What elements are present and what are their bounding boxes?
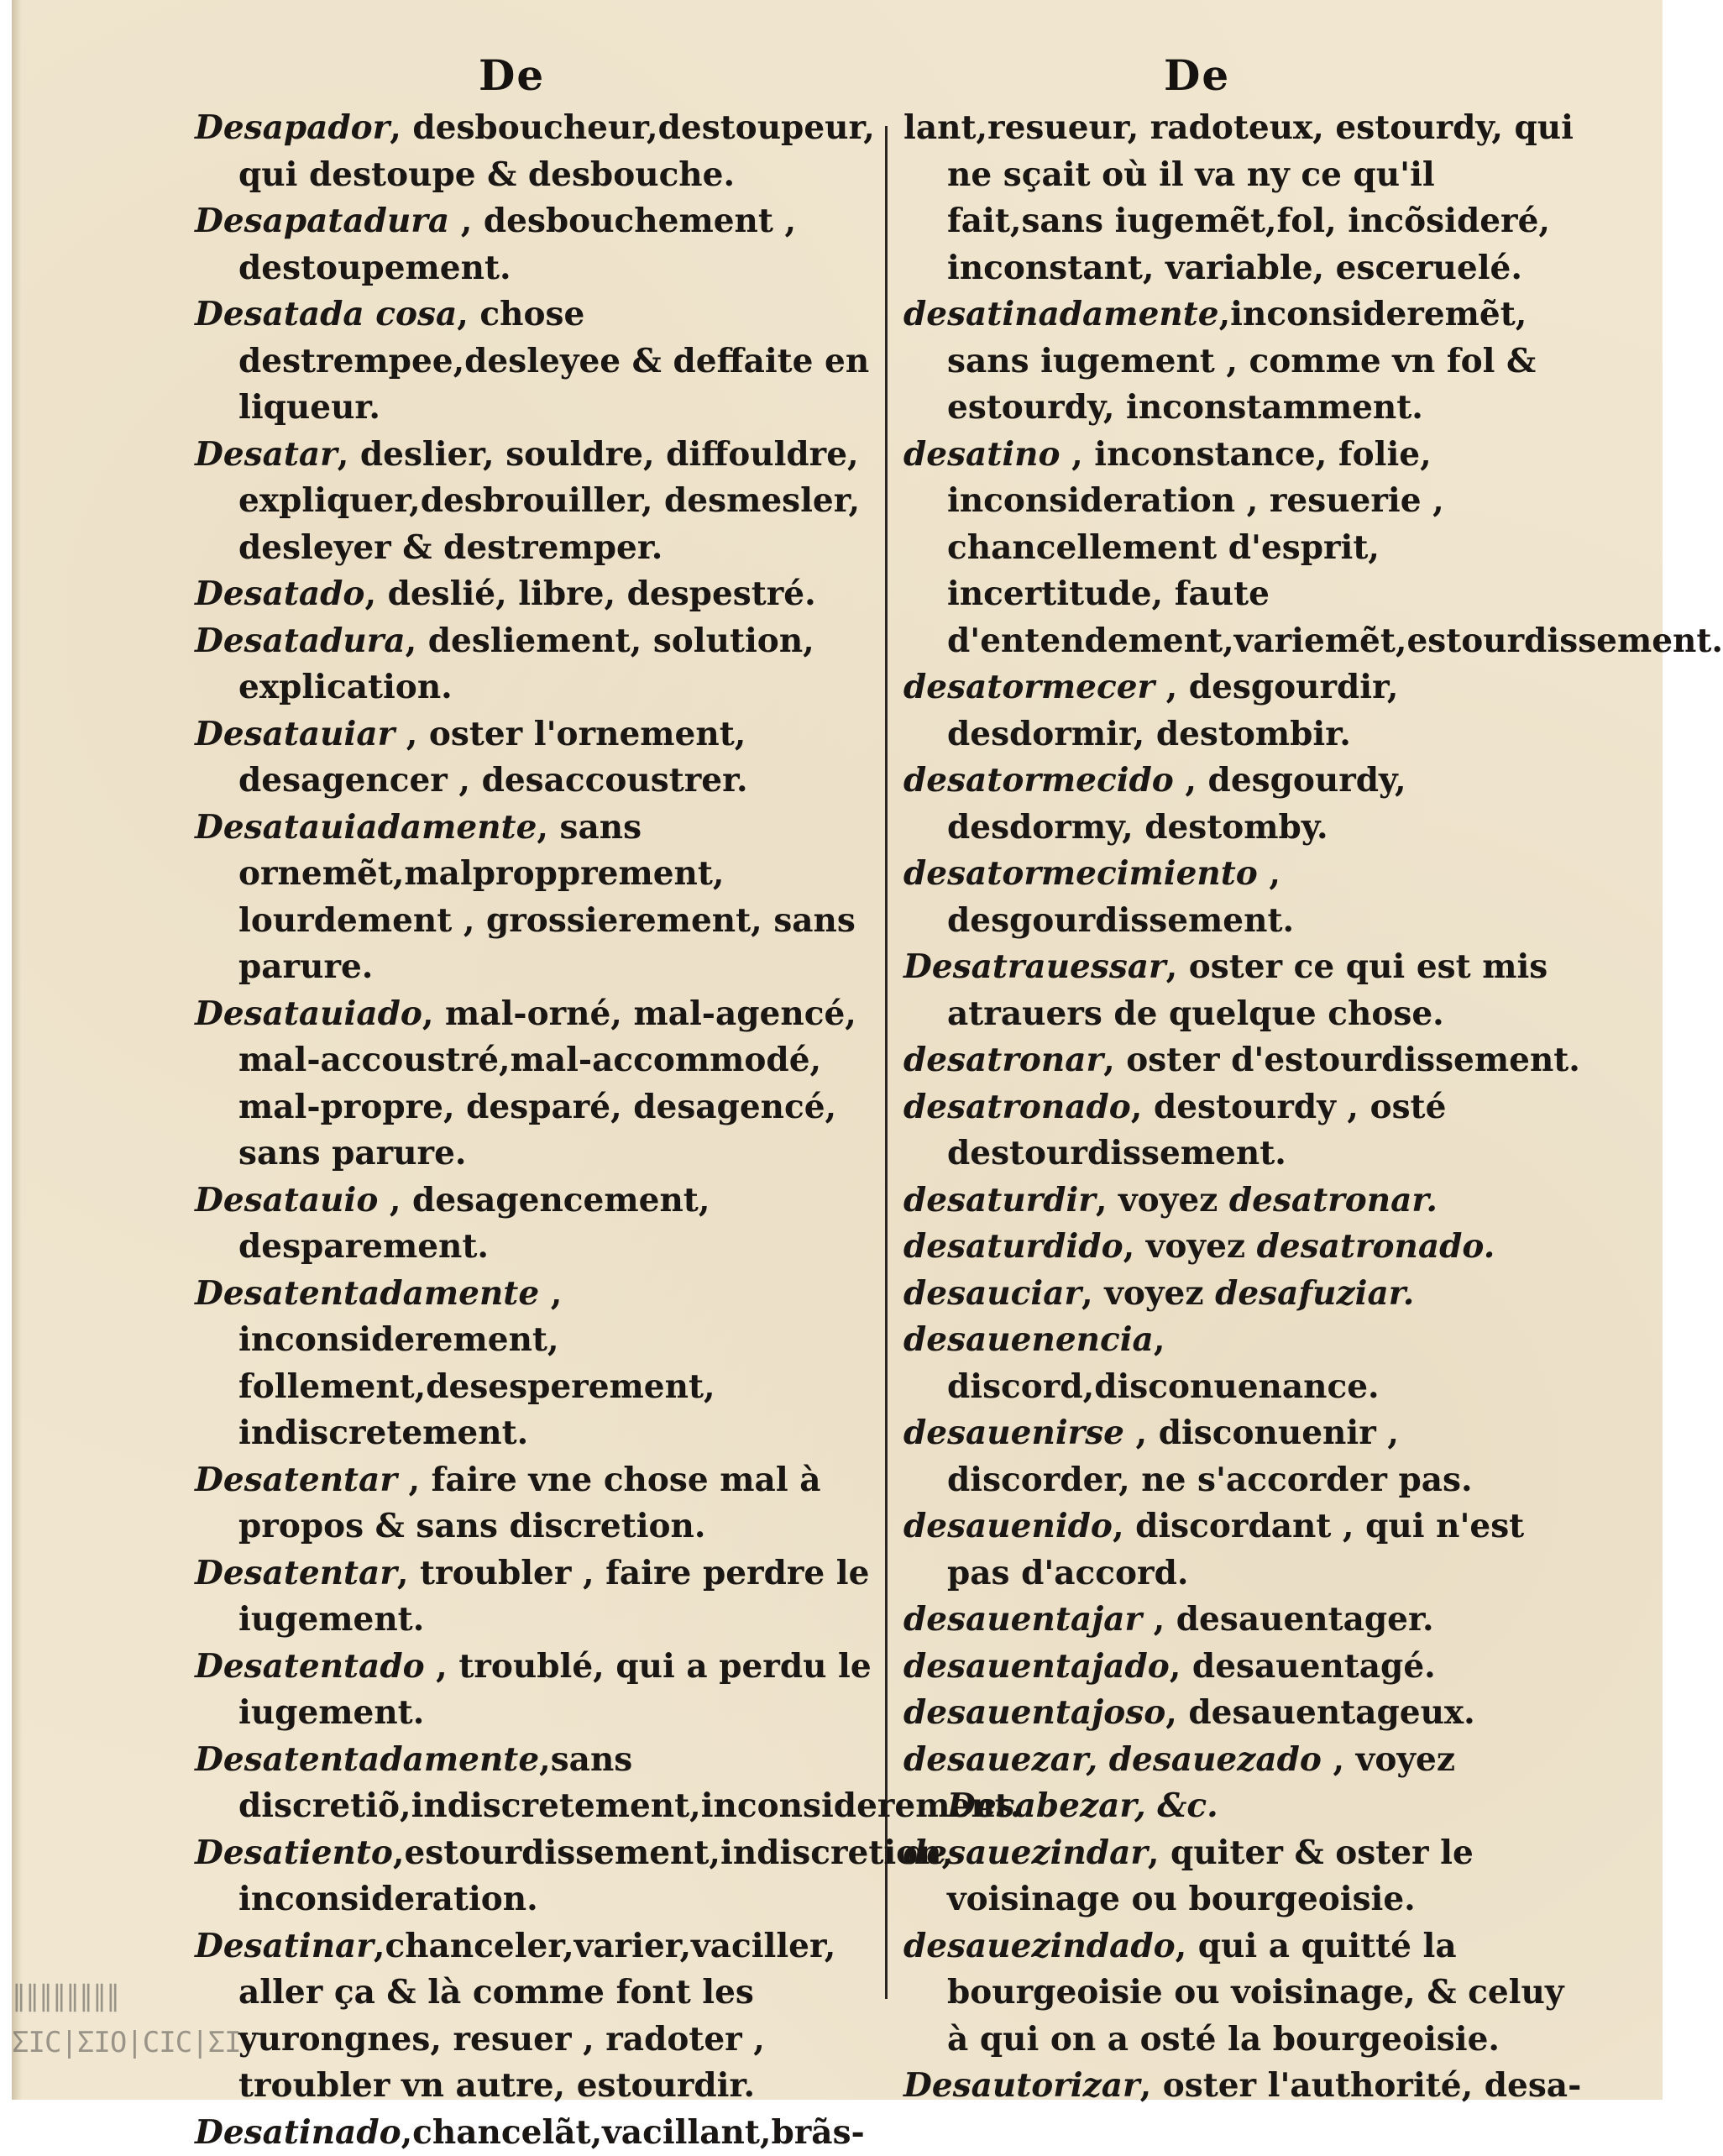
- entry-definition: , oster ce qui est mis atrauers de quelque chose.: [947, 947, 1548, 1033]
- entry-definition: , discord,disconuenance.: [947, 1320, 1380, 1406]
- entry-definition: , deslié, libre, despestré.: [364, 574, 815, 613]
- entry-definition: , quiter & oster le voisinage ou bourgeoisie.: [947, 1833, 1474, 1919]
- entry-cross-reference: desatronar.: [1229, 1181, 1438, 1220]
- entry-headword: Desatauiado: [195, 994, 422, 1033]
- dictionary-entry: [195, 1737, 880, 1830]
- dictionary-entry: [903, 1923, 1592, 2064]
- page-gutter: [12, 0, 22, 2100]
- entry-headword: Desatada cosa: [195, 295, 457, 333]
- entry-definition: , inconstance, folie, inconsideration , resuerie , chancellement d'esprit, incertitude, faute d'entendement,variemẽt,estourdissement.: [947, 435, 1723, 660]
- entry-headword: Desapador: [195, 108, 390, 147]
- entry-headword: Desautorizar: [903, 2066, 1140, 2105]
- dictionary-entry: [903, 1644, 1592, 1691]
- entry-headword: Desatinar: [195, 1927, 374, 1965]
- dictionary-entry: [195, 2110, 880, 2156]
- dictionary-entry: [195, 105, 880, 198]
- entry-headword: Desatauiar: [195, 715, 395, 753]
- entry-definition: , desliement, solution, explication.: [238, 622, 814, 707]
- entry-cross-reference: desafuziar.: [1215, 1274, 1414, 1313]
- running-head-left: De: [479, 50, 545, 100]
- entry-headword: desatino: [903, 435, 1061, 474]
- entry-headword: desatronado: [903, 1088, 1131, 1126]
- entry-headword: Desatentar: [195, 1461, 397, 1499]
- dictionary-entry: [195, 1271, 880, 1457]
- entry-definition: ,estourdissement,indiscretion, inconsideration.: [238, 1833, 953, 1919]
- entry-headword: Desatentado: [195, 1647, 425, 1686]
- entry-cross-reference: Desabezar, &c.: [947, 1786, 1218, 1825]
- entry-definition: ,sans discretiõ,indiscretement,inconsiderement.: [238, 1740, 1021, 1826]
- entry-definition: , voyez: [1096, 1181, 1229, 1220]
- entry-headword: Desapatadura: [195, 202, 449, 240]
- dictionary-entry: [903, 432, 1592, 665]
- entry-definition: ,inconsideremẽt, sans iugement , comme vn fol & estourdy, inconstamment.: [947, 295, 1536, 427]
- entry-headword: desauezindar: [903, 1833, 1148, 1872]
- entry-definition: , oster l'authorité, desa-: [1140, 2066, 1582, 2105]
- dictionary-entry: [195, 1830, 880, 1923]
- entry-definition: , voyez: [1123, 1227, 1257, 1266]
- dictionary-entry: [903, 1410, 1592, 1503]
- entry-headword: desaturdido: [903, 1227, 1123, 1266]
- entry-headword: Desatentar: [195, 1554, 397, 1592]
- left-column: [195, 105, 880, 2156]
- right-column: [903, 105, 1592, 2110]
- dictionary-entry: [195, 291, 880, 432]
- dictionary-entry: [903, 1317, 1592, 1410]
- entry-definition: , desauentager.: [1142, 1600, 1433, 1639]
- entry-headword: Desatentadamente: [195, 1274, 539, 1313]
- entry-definition: , desgourdissement.: [947, 854, 1294, 940]
- dictionary-entry: [195, 432, 880, 572]
- entry-headword: Desatauiadamente: [195, 808, 537, 847]
- dictionary-entry: [195, 711, 880, 805]
- dictionary-entry: [195, 1644, 880, 1737]
- entry-definition: lant,resueur, radoteux, estourdy, qui ne sçait où il va ny ce qu'il fait,sans iugemẽt,fol, incõsideré, inconstant, variable, esceruelé.: [903, 108, 1574, 287]
- entry-definition: , oster l'ornement, desagencer , desaccoustrer.: [238, 715, 748, 800]
- entry-headword: desatinadamente: [903, 295, 1219, 333]
- entry-headword: desauenido: [903, 1507, 1113, 1545]
- dictionary-entry: [903, 1271, 1592, 1318]
- entry-headword: Desatar: [195, 435, 338, 474]
- entry-definition: , desauentageux.: [1165, 1693, 1475, 1732]
- dictionary-entry: [195, 618, 880, 711]
- entry-headword: Desatinado: [195, 2113, 401, 2152]
- entry-headword: desauentajado: [903, 1647, 1170, 1686]
- entry-definition: , deslier, souldre, diffouldre, expliquer,desbrouiller, desmesler, desleyer & destremper.: [238, 435, 860, 567]
- dictionary-entry: [903, 1690, 1592, 1737]
- entry-definition: , troubler , faire perdre le iugement.: [238, 1554, 869, 1639]
- entry-headword: desauentajoso: [903, 1693, 1165, 1732]
- dictionary-entry: [903, 1597, 1592, 1644]
- entry-headword: Desatentadamente: [195, 1740, 539, 1779]
- dictionary-entry: [903, 291, 1592, 432]
- entry-definition: , desagencement, desparement.: [238, 1181, 710, 1267]
- entry-definition: , voyez: [1081, 1274, 1215, 1313]
- dictionary-entry: [903, 1037, 1592, 1084]
- entry-headword: desauenirse: [903, 1414, 1124, 1452]
- dictionary-entry: [195, 571, 880, 618]
- entry-headword: desauciar: [903, 1274, 1081, 1313]
- entry-headword: desauezindado: [903, 1927, 1176, 1965]
- entry-headword: desauenencia: [903, 1320, 1154, 1359]
- dictionary-entry: [903, 851, 1592, 944]
- dictionary-entry: [903, 1178, 1592, 1225]
- entry-headword: Desatadura: [195, 622, 406, 660]
- entry-definition: , sans ornemẽt,malpropprement, lourdement , grossierement, sans parure.: [238, 808, 856, 987]
- entry-definition: , disconuenir , discorder, ne s'accorder pas.: [947, 1414, 1473, 1499]
- dictionary-entry: [903, 664, 1592, 758]
- entry-definition: , desbouchement , destoupement.: [238, 202, 796, 287]
- entry-definition: , oster d'estourdissement.: [1103, 1041, 1580, 1079]
- entry-cross-reference: desatronado.: [1257, 1227, 1495, 1266]
- entry-definition: ,chancelãt,vacillant,brãs-: [401, 2113, 865, 2152]
- entry-definition: , troublé, qui a perdu le iugement.: [238, 1647, 872, 1733]
- entry-headword: desatormecimiento: [903, 854, 1258, 893]
- dictionary-entry: [195, 1923, 880, 2110]
- library-stamp: ∥∥∥∥∥∥∥∥ ΣΙC∣ΣΙΟ∣CΙC∣ΣΙ: [12, 1974, 230, 2066]
- column-rule: [885, 126, 888, 1999]
- dictionary-entry: [903, 1830, 1592, 1923]
- dictionary-entry: [195, 198, 880, 291]
- dictionary-entry: [903, 1503, 1592, 1597]
- dictionary-entry: [195, 1550, 880, 1644]
- entry-headword: desauezar, desauezado: [903, 1740, 1322, 1779]
- entry-definition: , mal-orné, mal-agencé, mal-accoustré,mal-accommodé, mal-propre, desparé, desagencé, sans parure.: [238, 994, 856, 1173]
- entry-definition: , faire vne chose mal à propos & sans discretion.: [238, 1461, 820, 1546]
- running-head-right: De: [1164, 50, 1230, 100]
- dictionary-entry: [903, 1737, 1592, 1830]
- entry-headword: desauentajar: [903, 1600, 1142, 1639]
- dictionary-entry: [195, 991, 880, 1178]
- entry-definition: , desauentagé.: [1170, 1647, 1436, 1686]
- dictionary-entry: [195, 805, 880, 991]
- entry-headword: Desatiento: [195, 1833, 393, 1872]
- entry-definition: , desgourdy, desdormy, destomby.: [947, 761, 1406, 847]
- entry-definition: , discordant , qui n'est pas d'accord.: [947, 1507, 1524, 1592]
- entry-headword: desatormecido: [903, 761, 1174, 800]
- dictionary-entry: [903, 2063, 1592, 2110]
- dictionary-entry: [903, 105, 1592, 291]
- entry-definition: , voyez: [1322, 1740, 1455, 1779]
- entry-definition: ,chanceler,varier,vaciller, aller ça & là comme font les yurongnes, resuer , radoter , troubler vn autre, estourdir.: [238, 1927, 835, 2106]
- entry-headword: Desatauio: [195, 1181, 378, 1220]
- entry-headword: desatormecer: [903, 668, 1155, 706]
- entry-headword: desatronar: [903, 1041, 1103, 1079]
- dictionary-entry: [195, 1178, 880, 1271]
- entry-headword: Desatrauessar: [903, 947, 1166, 986]
- dictionary-entry: [903, 1084, 1592, 1178]
- entry-headword: Desatado: [195, 574, 364, 613]
- book-page: [12, 0, 1663, 2100]
- dictionary-entry: [195, 1457, 880, 1550]
- dictionary-entry: [903, 758, 1592, 851]
- dictionary-entry: [903, 944, 1592, 1037]
- entry-definition: , desboucheur,destoupeur, qui destoupe & desbouche.: [238, 108, 875, 194]
- entry-definition: , chose destrempee,desleyee & deffaite en liqueur.: [238, 295, 869, 427]
- entry-definition: , destourdy , osté destourdissement.: [947, 1088, 1446, 1173]
- dictionary-entry: [903, 1224, 1592, 1271]
- entry-definition: , inconsiderement, follement,desesperement, indiscretement.: [238, 1274, 715, 1453]
- entry-definition: , desgourdir, desdormir, destombir.: [947, 668, 1398, 753]
- entry-definition: , qui a quitté la bourgeoisie ou voisinage, & celuy à qui on a osté la bourgeoisie.: [947, 1927, 1564, 2059]
- entry-headword: desaturdir: [903, 1181, 1096, 1220]
